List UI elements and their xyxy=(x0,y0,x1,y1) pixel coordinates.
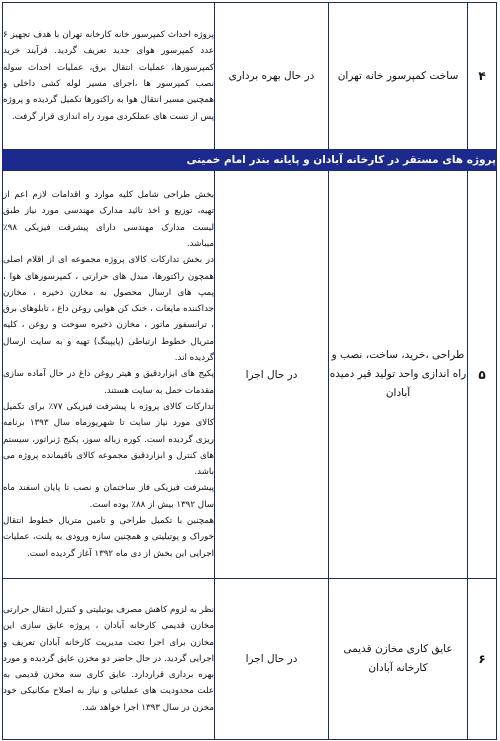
project-title: ساخت کمپرسور خانه تهران xyxy=(329,3,468,150)
projects-table xyxy=(2,2,497,740)
section-header-row xyxy=(3,150,497,171)
description-paragraph: نظر به لزوم کاهش مصرف یوتیلیتی و کنترل انتقال حرارتی مخازن قدیمی کارخانه آبادان ، پروژه عایق سازی این مخازن برای اجرا تحت مدیریت کارخانه آبادان تعریف و اجرایی گردید. در حال حاضر دو مخزن عایق گردیده و مورد بهره برداری قراردارد. عایق کاری سه مخزن قدیمی به علت محدودیت های عملیاتی و نیاز به اصلاح مکانیکی خود مخزن در سال ۱۳۹۳ اجرا خواهد شد. xyxy=(3,604,214,713)
table-row xyxy=(3,171,497,579)
description-paragraph: تدارکات کالای پروژه با پیشرفت فیزیکی ۷۷٪ برای تکمیل کالای مورد نیاز سایت تا شهریورماه سال ۱۳۹۳ برنامه ریزی گردیده است. کوره زباله سوز، پکیج ژنراتور، سیستم های کنترل و ابزاردقیق مجموعه کالای باقیمانده پروژه می باشد. xyxy=(3,401,214,478)
project-title: طراحی ،خرید، ساخت، نصب و راه اندازی واحد تولید قیر دمیده آبادان xyxy=(329,171,468,579)
project-description xyxy=(3,3,215,150)
description-paragraph: پیشرفت فیزیکی فاز ساختمان و نصب تا پایان اسفند ماه سال ۱۳۹۲ بیش از ۸۸٪ بوده است. xyxy=(3,483,214,510)
description-paragraph: پکیج های ابزاردقیق و هیتر روغن داغ در حال آماده سازی مقدمات حمل به سایت هستند. xyxy=(3,369,214,396)
table-row xyxy=(3,3,497,150)
project-status: در حال بهره برداری xyxy=(215,3,329,150)
project-status: در حال اجرا xyxy=(215,579,329,740)
table-row xyxy=(3,579,497,740)
description-paragraph: بخش طراحی شامل کلیه موارد و اقدامات لازم اعم از تهیه، توزیع و اخذ تائید مدارک مهندسی مورد نیاز طبق لیست مدارک مهندسی دارای پیشرفت فیزیکی ۹۸٪ میباشد. xyxy=(3,190,214,249)
row-number: ۴ xyxy=(468,3,497,150)
description-paragraph: در بخش تدارکات کالای پروژه مجموعه ای از اقلام اصلی همچون راکتورها، مبدل های حرارتی ، کمپرسورهای هوا ، پمپ های ارسال محصول به مخازن ذخیره ، مخازن جداکننده مایعات ، خنک کن هوایی روغن داغ ، تابلوهای برق ، ترانسفور ماتور ، مخازن ذخیره سوخت و روغن ، کلیه متریال خطوط ارتباطی (پایپینگ) تهیه و به سایت ارسال گردیده اند. xyxy=(3,255,214,364)
row-number: ۶ xyxy=(468,579,497,740)
project-description xyxy=(3,579,215,740)
description-paragraph: پروژه احداث کمپرسور خانه کارخانه تهران با هدف تجهیز ۶ عدد کمپرسور هوای جدید تعریف گردید. فرآیند خرید کمپرسورها، عملیات انتقال برق، عملیات احداث سوله نصب کمپرسور ها ،اجرای مسیر لوله کشی داخلی و همچنین مسیر انتقال هوا به راکتورها تکمیل گردیده و پروژه پس از تست های عملکردی مورد راه اندازی قرار گرفت. xyxy=(3,30,214,122)
section-title: پروژه های مستقر در کارخانه آبادان و پایانه بندر امام خمینی xyxy=(3,150,497,171)
description-paragraph: همچنین با تکمیل طراحی و تامین متریال خطوط انتقال خوراک و پوتیلیتی و همچنین سازه ورودی به پلنت، عملیات اجرایی این بخش از دی ماه ۱۳۹۲ آغاز گردیده است. xyxy=(3,516,214,559)
project-title: عایق کاری مخازن قدیمی کارخانه آبادان xyxy=(329,579,468,740)
project-status: در حال اجرا xyxy=(215,171,329,579)
project-description xyxy=(3,171,215,579)
row-number: ۵ xyxy=(468,171,497,579)
